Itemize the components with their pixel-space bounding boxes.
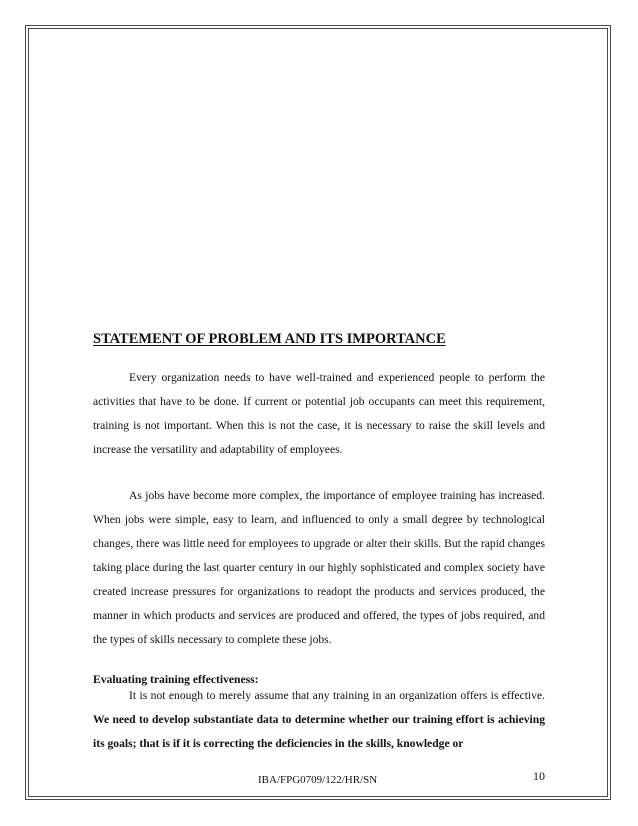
page-number: 10: [533, 769, 545, 783]
paragraph-3-bold-text: We need to develop substantiate data to determine whether our training effort is achieving its goals; that is if it is correcting the deficiencies in the skills, knowledge or: [93, 713, 545, 750]
footer-reference: IBA/FPG0709/122/HR/SN: [258, 774, 378, 786]
section-heading: STATEMENT OF PROBLEM AND ITS IMPORTANCE: [93, 331, 446, 347]
paragraph-3: [93, 684, 545, 756]
paragraph-2: As jobs have become more complex, the importance of employee training has increased. When jobs were simple, easy to learn, and influenced to only a small degree by technological changes, there was little need for employees to upgrade or alter their skills. But the rapid changes taking place during the last quarter century in our highly sophisticated and complex society have created increase pressures for organizations to readopt the products and services produced, the manner in which products and services are produced and offered, the types of jobs required, and the types of skills necessary to complete these jobs.: [93, 489, 545, 646]
page-content: [93, 331, 545, 756]
subheading-evaluating-training: Evaluating training effectiveness:: [93, 673, 259, 686]
paragraph-1: Every organization needs to have well-trained and experienced people to perform the activities that have to be done. If current or potential job occupants can meet this requirement, training is not important. When this is not the case, it is necessary to raise the skill levels and increase the versatility and adaptability of employees.: [93, 371, 545, 456]
paragraph-3-normal-text: It is not enough to merely assume that any training in an organization offers is effective.: [129, 689, 545, 702]
page-footer: [0, 769, 638, 790]
